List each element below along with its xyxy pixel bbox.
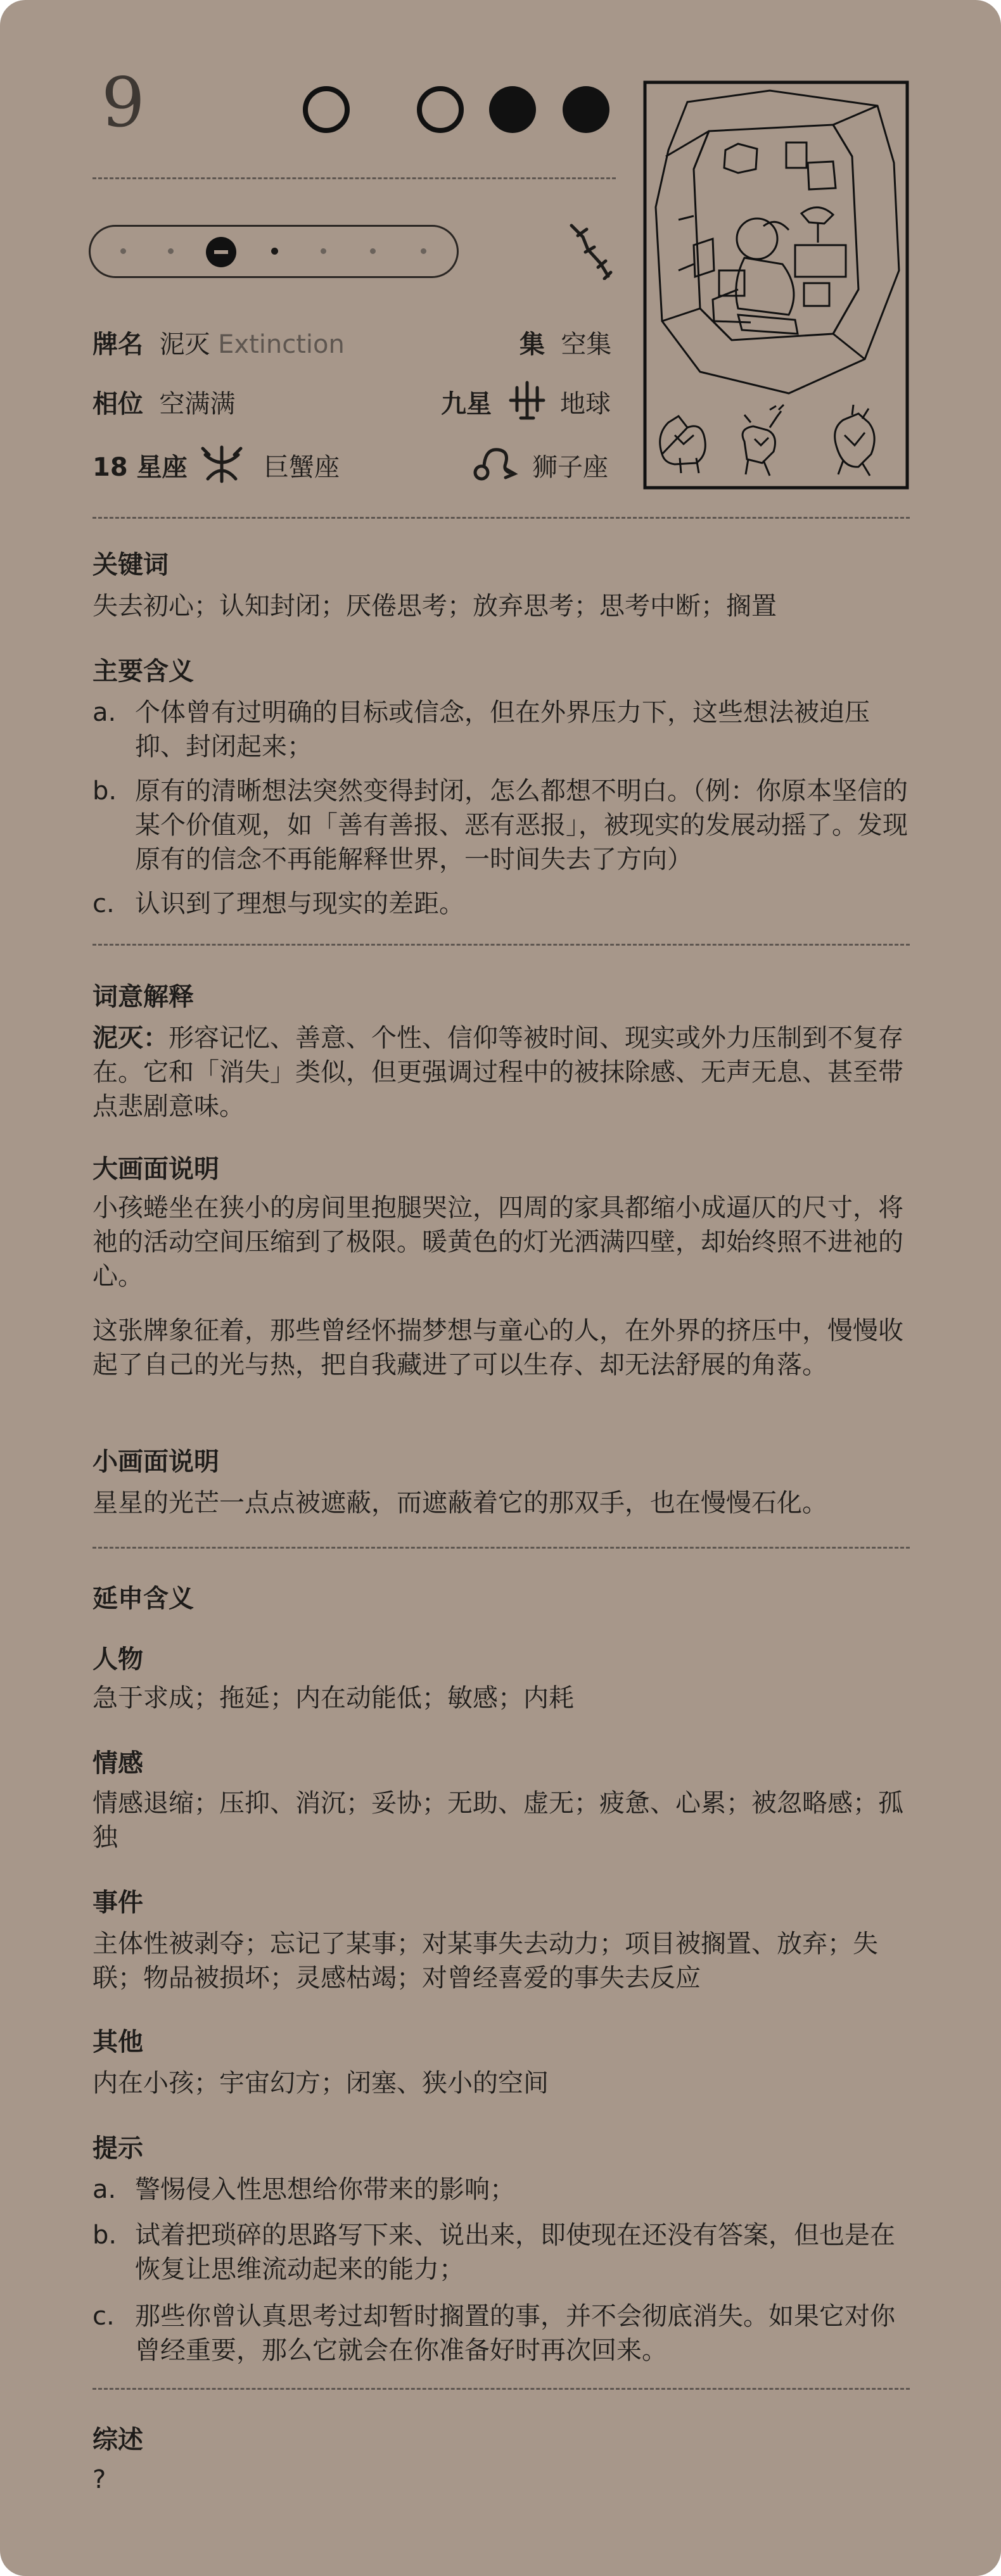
other-title: 其他 [92, 2027, 143, 2057]
name-en: Extinction [218, 330, 345, 359]
events-title: 事件 [92, 1888, 143, 1917]
set-row [520, 324, 611, 360]
phase-row [92, 384, 235, 420]
summary-text: ? [92, 2465, 106, 2494]
term-label: 泥灭： [92, 1024, 169, 1053]
ninestar-row [441, 384, 492, 420]
big-picture-title: 大画面说明 [92, 1155, 219, 1184]
constellation-icon [569, 222, 613, 280]
people-text: 急于求成；拖延；内在动能低；敏感；内耗 [92, 1684, 574, 1713]
item-marker: a. [92, 2175, 117, 2204]
emotion-text: 情感退缩；压抑、消沉；妥协；无助、虚无；疲惫、心累；被忽略感；孤独 [92, 1789, 903, 1852]
item-marker: c. [92, 2302, 115, 2331]
big-picture-p1: 小孩蜷坐在狭小的房间里抱腿哭泣，四周的家具都缩小成逼仄的尺寸，将祂的活动空间压缩到了极限。暖黄色的灯光洒满四壁，却始终照不进祂的心。 [92, 1193, 903, 1291]
slider-tick [271, 248, 278, 255]
phase-value: 空满满 [159, 390, 236, 419]
name-label: 牌名 [92, 330, 143, 359]
slider-tick [120, 248, 126, 254]
ninestar-value: 地球 [560, 390, 611, 419]
item-text: 试着把琐碎的思路写下来、说出来，即使现在还没有答案，但也是在恢复让思维流动起来的能力； [135, 2221, 895, 2284]
slider-tick [370, 248, 376, 254]
item-marker: a. [92, 698, 117, 727]
divider [92, 2388, 910, 2390]
slider-tick [421, 248, 426, 254]
item-marker: b. [92, 2221, 117, 2250]
emotion-title: 情感 [92, 1749, 143, 1778]
item-marker: c. [92, 889, 115, 918]
divider [92, 1547, 910, 1549]
card-number: 9 [101, 63, 145, 143]
item-text: 认识到了理想与现实的差距。 [135, 889, 464, 918]
other-text: 内在小孩；宇宙幻方；闭塞、狭小的空间 [92, 2069, 549, 2098]
slider-tick [168, 248, 174, 254]
eighteen-row [92, 447, 188, 483]
item-text: 原有的清晰想法突然变得封闭，怎么都想不明白。（例：你原本坚信的某个价值观，如「善有善报、恶有恶报」，被现实的发展动摇了。发现原有的信念不再能解释世界，一时间失去了方向） [135, 777, 908, 874]
slider-knob [206, 237, 236, 267]
word-meaning-text [92, 1021, 910, 1124]
main-meaning-title: 主要含义 [92, 657, 194, 686]
keywords-text: 失去初心；认知封闭；厌倦思考；放弃思考；思考中断；搁置 [92, 592, 777, 621]
divider [92, 177, 616, 179]
big-picture-p2: 这张牌象征着，那些曾经怀揣梦想与童心的人，在外界的挤压中，慢慢收起了自己的光与热，把自我藏进了可以生存、却无法舒展的角落。 [92, 1316, 903, 1380]
ninestar-label: 九星 [441, 390, 492, 419]
summary-title: 综述 [92, 2425, 143, 2454]
events-text: 主体性被剥夺；忘记了某事；对某事失去动力；项目被搁置、放弃；失联；物品被损坏；灵感枯竭；对曾经喜爱的事失去反应 [92, 1929, 878, 1993]
tips-title: 提示 [92, 2134, 143, 2163]
phase-slider [89, 225, 459, 278]
name-zh: 泥灭 [159, 330, 210, 359]
item-text: 那些你曾认真思考过却暂时搁置的事，并不会彻底消失。如果它对你曾经重要，那么它就会在你准备好时再次回来。 [135, 2302, 895, 2365]
people-title: 人物 [92, 1645, 143, 1674]
phase-dot-empty [303, 86, 350, 133]
eighteen-value: 巨蟹座 [264, 453, 340, 482]
set-value: 空集 [561, 330, 612, 359]
divider [92, 517, 910, 519]
keywords-title: 关键词 [92, 550, 169, 580]
extended-title: 延申含义 [92, 1584, 194, 1613]
small-picture-title: 小画面说明 [92, 1447, 219, 1476]
ninestar-earth-glyph [507, 380, 547, 421]
phase-dot-filled [489, 86, 536, 133]
divider [92, 944, 910, 946]
slider-tick [321, 248, 326, 254]
set-label: 集 [520, 330, 545, 359]
leo-glyph [473, 445, 518, 484]
phase-label: 相位 [92, 390, 143, 419]
phase-dot-empty [417, 86, 464, 133]
other-value: 狮子座 [532, 453, 608, 482]
small-picture-text: 星星的光芒一点点被遮蔽，而遮蔽着它的那双手，也在慢慢石化。 [92, 1488, 827, 1518]
card-illustration [643, 80, 909, 490]
cancer-glyph [200, 443, 243, 485]
term-definition: 形容记忆、善意、个性、信仰等被时间、现实或外力压制到不复存在。它和「消失」类似，但更强调过程中的被抹除感、无声无息、甚至带点悲剧意味。 [92, 1024, 903, 1121]
card-name-row [92, 324, 345, 360]
item-text: 个体曾有过明确的目标或信念，但在外界压力下，这些想法被迫压抑、封闭起来； [135, 698, 870, 761]
phase-dot-filled [563, 86, 609, 133]
eighteen-label: 18 星座 [92, 453, 188, 482]
item-marker: b. [92, 777, 117, 806]
word-meaning-title: 词意解释 [92, 982, 194, 1012]
item-text: 警惕侵入性思想给你带来的影响； [135, 2175, 515, 2204]
